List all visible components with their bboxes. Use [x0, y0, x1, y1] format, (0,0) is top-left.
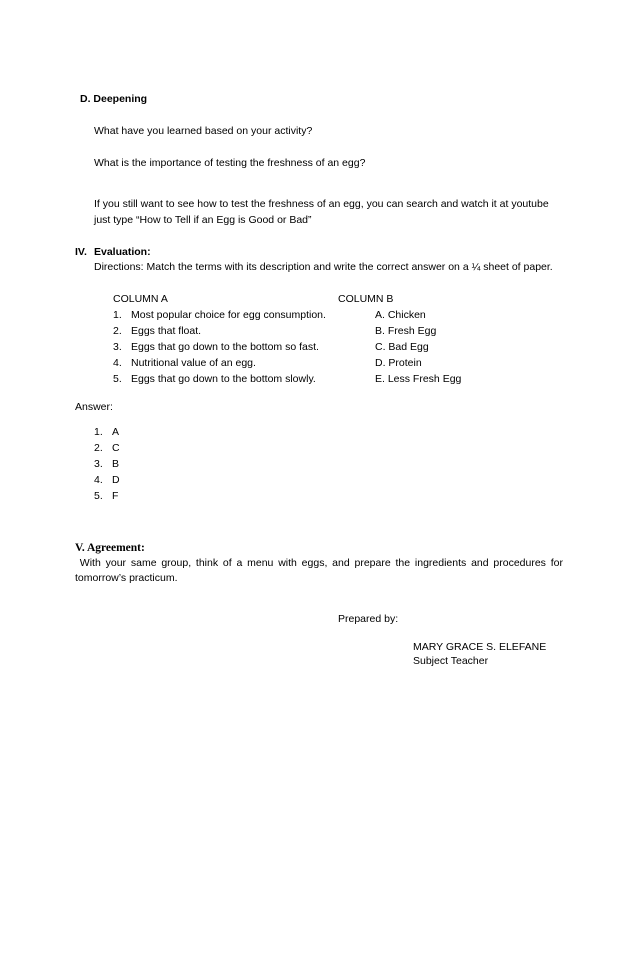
column-a-item: Eggs that go down to the bottom so fast.: [131, 341, 319, 353]
deepening-question-2: What is the importance of testing the freshness of an egg?: [94, 157, 366, 169]
column-b-header: COLUMN B: [338, 293, 394, 305]
agreement-text-line-2: tomorrow’s practicum.: [75, 572, 178, 584]
answer-label: Answer:: [75, 401, 113, 413]
answer-num: 5.: [94, 490, 103, 502]
column-a-item: Eggs that float.: [131, 325, 202, 337]
answer-value: C: [112, 442, 120, 454]
answer-num: 3.: [94, 458, 103, 470]
evaluation-numeral: IV.: [75, 246, 87, 258]
agreement-text-line-1: With your same group, think of a menu with eggs, and prepare the ingredients and procedures for: [75, 557, 563, 569]
teacher-name: MARY GRACE S. ELEFANE: [413, 641, 547, 653]
deepening-question-1: What have you learned based on your activity?: [94, 125, 313, 137]
evaluation-heading: Evaluation:: [94, 246, 151, 258]
column-b-item: B. Fresh Egg: [375, 325, 437, 337]
answer-value: F: [112, 490, 119, 502]
column-a-num: 5.: [113, 373, 122, 385]
column-a-num: 2.: [113, 325, 122, 337]
answer-num: 1.: [94, 426, 103, 438]
answer-value: B: [112, 458, 120, 470]
column-b-item: E. Less Fresh Egg: [375, 373, 462, 385]
deepening-note-line-1: If you still want to see how to test the freshness of an egg, you can search and watch it at youtube: [94, 198, 549, 210]
deepening-note-line-2: just type “How to Tell if an Egg is Good or Bad”: [94, 214, 312, 226]
column-a-num: 4.: [113, 357, 122, 369]
evaluation-directions: Directions: Match the terms with its description and write the correct answer on a ¼ sheet of paper.: [94, 261, 553, 273]
teacher-title: Subject Teacher: [413, 655, 489, 667]
column-a-num: 3.: [113, 341, 122, 353]
column-a-header: COLUMN A: [113, 293, 168, 305]
column-b-item: D. Protein: [375, 357, 422, 369]
column-a-item: Most popular choice for egg consumption.: [131, 309, 326, 321]
column-a-num: 1.: [113, 309, 122, 321]
answer-value: D: [112, 474, 120, 486]
column-b-item: A. Chicken: [375, 309, 426, 321]
agreement-heading: V. Agreement:: [75, 542, 145, 554]
answer-num: 2.: [94, 442, 103, 454]
answer-num: 4.: [94, 474, 103, 486]
column-a-item: Eggs that go down to the bottom slowly.: [131, 373, 316, 385]
answer-value: A: [112, 426, 120, 438]
prepared-by-label: Prepared by:: [338, 613, 399, 625]
column-b-item: C. Bad Egg: [375, 341, 429, 353]
column-a-item: Nutritional value of an egg.: [131, 357, 256, 369]
deepening-heading: D. Deepening: [80, 93, 148, 105]
